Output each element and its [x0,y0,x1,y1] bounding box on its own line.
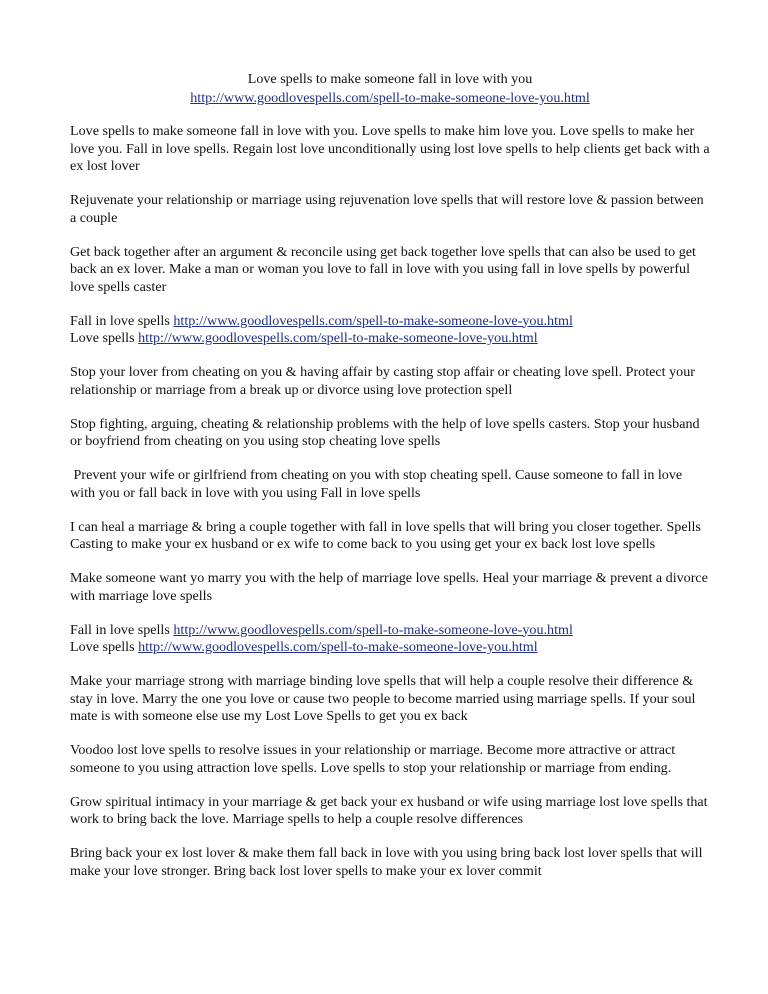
paragraph: Make your marriage strong with marriage binding love spells that will help a couple resolve their difference & stay in love. Marry the one you love or cause two people to become married using marriage spells. If your soul mate is with someone else use my Lost Love Spells to get you ex back [70,673,696,724]
paragraph: Prevent your wife or girlfriend from cheating on you with stop cheating spell. Cause someone to fall in love with you or fall back in love with you using Fall in love spells [70,467,686,501]
spell-link[interactable]: http://www.goodlovespells.com/spell-to-make-someone-love-you.html [173,312,573,329]
spell-link[interactable]: http://www.goodlovespells.com/spell-to-make-someone-love-you.html [173,621,573,638]
paragraph: Rejuvenate your relationship or marriage using rejuvenation love spells that will restore love & passion between a couple [70,192,704,226]
paragraph: Stop your lover from cheating on you & having affair by casting stop affair or cheating love spell. Protect your relationship or marriage from a break up or divorce using love protection spell [70,364,695,398]
paragraph: Voodoo lost love spells to resolve issues in your relationship or marriage. Become more attractive or attract someone to you using attraction love spells. Love spells to stop your relationship or marriage from ending. [70,742,676,776]
spell-link[interactable]: http://www.goodlovespells.com/spell-to-make-someone-love-you.html [138,639,538,655]
title-block [70,70,710,108]
paragraph: Bring back your ex lost lover & make them fall back in love with you using bring back lost lover spells that will make your love stronger. Bring back lost lover spells to make your ex lover commit [70,845,703,879]
paragraph: Grow spiritual intimacy in your marriage & get back your ex husband or wife using marriage lost love spells that work to bring back the love. Marriage spells to help a couple resolve differences [70,793,708,827]
link-label: Fall in love spells [70,621,170,638]
page-title: Love spells to make someone fall in love with you [247,71,533,87]
link-label: Love spells [70,330,135,346]
paragraph: I can heal a marriage & bring a couple together with fall in love spells that will bring you closer together. Spells Casting to make your ex husband or ex wife to come back to you using get your ex back lost love spells [70,518,701,552]
paragraph: Love spells to make someone fall in love with you. Love spells to make him love you. Love spells to make her love you. Fall in love spells. Regain lost love unconditionally using lost love spells to help clients get back with a ex lost lover [70,123,710,174]
title-url-link[interactable]: http://www.goodlovespells.com/spell-to-make-someone-love-you.html [190,90,590,106]
document-page [70,70,710,897]
paragraph: Stop fighting, arguing, cheating & relationship problems with the help of love spells casters. Stop your husband or boyfriend from cheating on you using stop cheating love spells [70,415,700,449]
link-label: Love spells [70,639,135,655]
links-block [70,622,710,657]
links-block [70,313,710,348]
spell-link[interactable]: http://www.goodlovespells.com/spell-to-make-someone-love-you.html [138,330,538,346]
paragraph: Make someone want yo marry you with the help of marriage love spells. Heal your marriage & prevent a divorce with marriage love spells [70,570,708,604]
link-label: Fall in love spells [70,312,170,329]
paragraph: Get back together after an argument & reconcile using get back together love spells that can also be used to get back an ex lover. Make a man or woman you love to fall in love with you using fall in love spells by powerful love spells caster [70,243,696,295]
